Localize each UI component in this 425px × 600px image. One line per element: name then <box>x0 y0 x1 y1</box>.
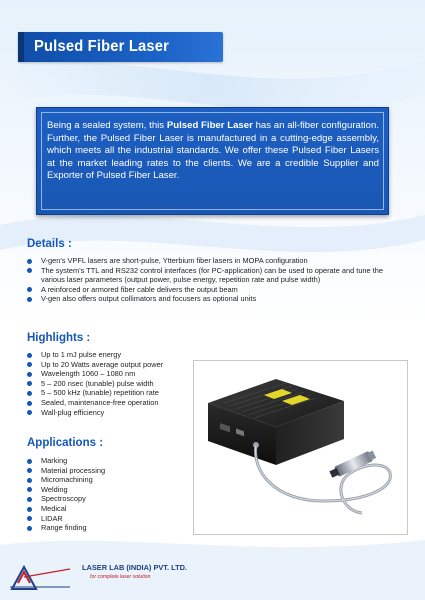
title-accent-strip <box>18 32 24 62</box>
list-item-text: A reinforced or armored fiber cable delivers the output beam <box>41 284 238 294</box>
applications-list <box>27 456 187 533</box>
bullet-icon <box>27 297 32 302</box>
list-item-text: Sealed, maintenance-free operation <box>41 397 159 407</box>
bullet-icon <box>27 353 32 358</box>
list-item <box>27 456 187 466</box>
bullet-icon <box>27 391 32 396</box>
list-item <box>27 379 217 389</box>
bullet-icon <box>27 459 32 464</box>
list-item <box>27 514 187 524</box>
list-item-text: Material processing <box>41 465 106 475</box>
list-item <box>27 466 187 476</box>
list-item <box>27 485 187 495</box>
list-item-text: 5 – 200 nsec (tunable) pulse width <box>41 378 154 388</box>
list-item-text: The system's TTL and RS232 control interfaces (for PC-application) can be used to operate and tune the various laser parameters (output power, pulse energy, repetition rate and pulse width) <box>41 265 383 285</box>
list-item <box>27 266 402 285</box>
list-item-text: LIDAR <box>41 513 63 523</box>
company-tagline: for complete laser solution <box>90 574 151 580</box>
intro-text-start: Being a sealed system, this <box>47 120 167 131</box>
list-item <box>27 388 217 398</box>
highlights-list <box>27 350 217 417</box>
list-item <box>27 398 217 408</box>
details-heading: Details : <box>27 238 72 250</box>
list-item-text: Welding <box>41 484 68 494</box>
list-item-text: Wavelength 1060 – 1080 nm <box>41 369 136 379</box>
list-item <box>27 285 402 295</box>
list-item-text: Spectroscopy <box>41 494 86 504</box>
highlights-heading: Highlights : <box>27 332 91 344</box>
list-item <box>27 494 187 504</box>
list-item <box>27 523 187 533</box>
bullet-icon <box>27 468 32 473</box>
intro-text-end: has an all-fiber configuration. Further, the Pulsed Fiber Laser is manufactured in a cutting-edge assembly, which meets all the industrial standards. We offer these Pulsed Fiber Lasers at the market leading rates to the clients. We are a credible Supplier and Exporter of Pulsed Fiber Laser. <box>47 120 380 182</box>
details-list <box>27 256 402 304</box>
page-title: Pulsed Fiber Laser <box>34 38 170 55</box>
bullet-icon <box>27 401 32 406</box>
list-item <box>27 350 217 360</box>
list-item-text: V-gen's VPFL lasers are short-pulse, Ytterbium fiber lasers in MOPA configuration <box>41 256 308 265</box>
list-item-text: Medical <box>41 503 67 513</box>
bullet-icon <box>27 287 32 292</box>
list-item-text: Marking <box>41 456 68 465</box>
list-item-text: Range finding <box>41 523 87 533</box>
list-item-text: Up to 20 Watts average output power <box>41 359 164 369</box>
company-name: LASER LAB (INDIA) PVT. LTD. <box>82 563 187 572</box>
bullet-icon <box>27 410 32 415</box>
bullet-icon <box>27 526 32 531</box>
list-item <box>27 504 187 514</box>
list-item <box>27 475 187 485</box>
list-item-text: Micromachining <box>41 475 93 485</box>
list-item <box>27 256 402 266</box>
product-image-frame <box>193 360 408 535</box>
intro-text-bold: Pulsed Fiber Laser <box>166 120 253 131</box>
intro-paragraph <box>47 120 379 183</box>
list-item <box>27 369 217 379</box>
bullet-icon <box>27 497 32 502</box>
bullet-icon <box>27 362 32 367</box>
list-item-text: 5 – 500 kHz (tunable) repetition rate <box>41 388 159 398</box>
bullet-icon <box>27 259 32 264</box>
list-item <box>27 408 217 418</box>
list-item <box>27 360 217 370</box>
bullet-icon <box>27 487 32 492</box>
fiber-laser-product-image <box>194 361 407 534</box>
list-item <box>27 294 402 304</box>
bullet-icon <box>27 268 32 273</box>
list-item-text: V-gen also offers output collimators and focusers as optional units <box>41 294 257 304</box>
bullet-icon <box>27 507 32 512</box>
applications-heading: Applications : <box>27 437 104 449</box>
bullet-icon <box>27 372 32 377</box>
bullet-icon <box>27 516 32 521</box>
list-item-text: Up to 1 mJ pulse energy <box>41 350 122 359</box>
company-logo <box>10 563 72 591</box>
bullet-icon <box>27 381 32 386</box>
bullet-icon <box>27 478 32 483</box>
list-item-text: Wall-plug efficiency <box>41 407 105 417</box>
